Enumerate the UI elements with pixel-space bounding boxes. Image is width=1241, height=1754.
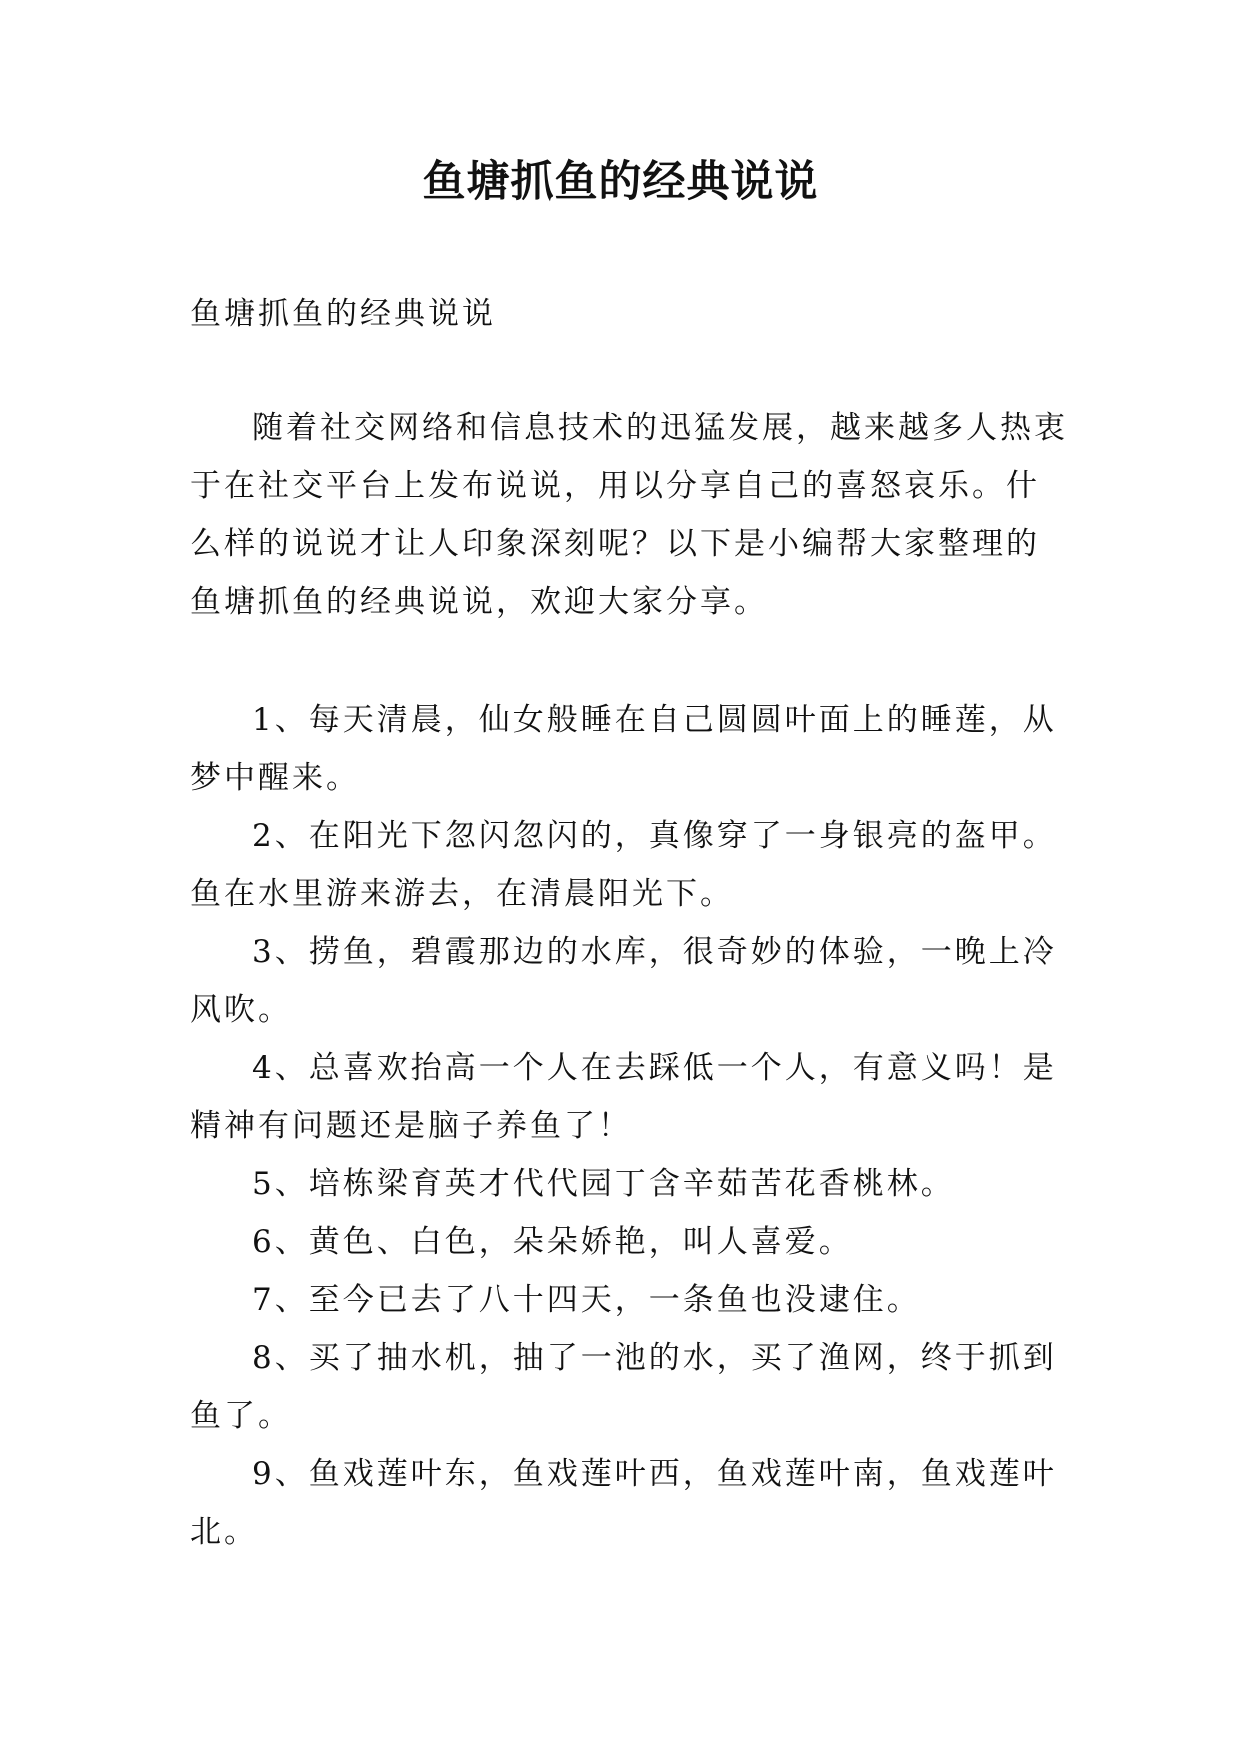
list-item: 9、鱼戏莲叶东，鱼戏莲叶西，鱼戏莲叶南，鱼戏莲叶北。 xyxy=(190,1456,1057,1550)
list-item: 2、在阳光下忽闪忽闪的，真像穿了一身银亮的盔甲。鱼在水里游来游去，在清晨阳光下。 xyxy=(190,818,1057,912)
document-title: 鱼塘抓鱼的经典说说 xyxy=(422,157,819,207)
intro-paragraph: 随着社交网络和信息技术的迅猛发展，越来越多人热衷于在社交平台上发布说说，用以分享自己的喜怒哀乐。什么样的说说才让人印象深刻呢？以下是小编帮大家整理的鱼塘抓鱼的经典说说，欢迎大家分享。 xyxy=(190,410,1068,620)
quote-list xyxy=(190,691,1070,1561)
document-body xyxy=(190,285,1070,1561)
list-item: 8、买了抽水机，抽了一池的水，买了渔网，终于抓到鱼了。 xyxy=(190,1340,1057,1434)
list-item: 6、黄色、白色，朵朵娇艳，叫人喜爱。 xyxy=(252,1224,853,1260)
list-item: 5、培栋梁育英才代代园丁含辛茹苦花香桃林。 xyxy=(252,1166,955,1202)
list-item: 1、每天清晨，仙女般睡在自己圆圆叶面上的睡莲，从梦中醒来。 xyxy=(190,702,1057,796)
document-subtitle: 鱼塘抓鱼的经典说说 xyxy=(190,296,496,332)
list-item: 3、捞鱼，碧霞那边的水库，很奇妙的体验，一晚上冷风吹。 xyxy=(190,934,1057,1028)
list-item: 4、总喜欢抬高一个人在去踩低一个人，有意义吗！是精神有问题还是脑子养鱼了！ xyxy=(190,1050,1057,1144)
list-item: 7、至今已去了八十四天，一条鱼也没逮住。 xyxy=(252,1282,921,1318)
